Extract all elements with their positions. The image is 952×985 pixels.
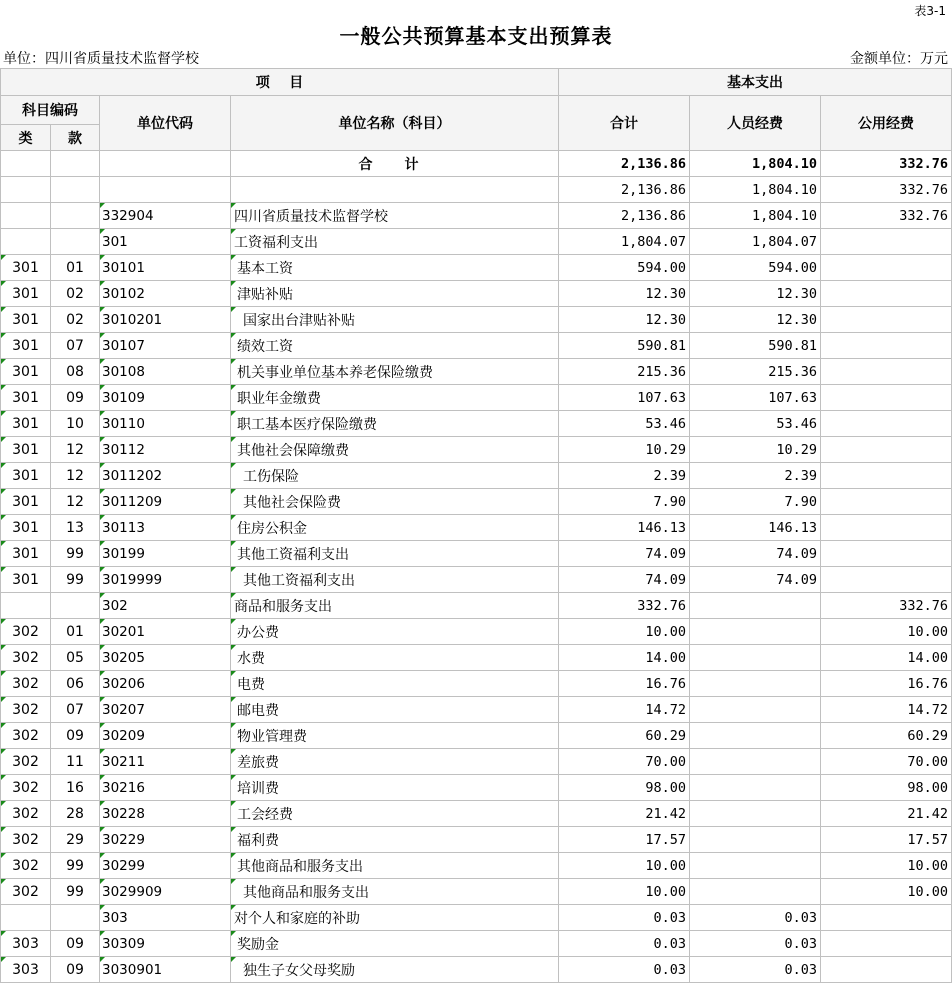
lei-cell bbox=[1, 593, 51, 619]
total-cell: 10.00 bbox=[559, 853, 690, 879]
table-row bbox=[1, 359, 952, 385]
total-cell: 7.90 bbox=[559, 489, 690, 515]
kuan-cell: 16 bbox=[51, 775, 100, 801]
unit-code-cell: 30201 bbox=[100, 619, 231, 645]
unit-name-cell: 电费 bbox=[231, 671, 559, 697]
public-cell: 21.42 bbox=[821, 801, 952, 827]
lei-cell: 302 bbox=[1, 671, 51, 697]
unit-code-cell bbox=[100, 177, 231, 203]
table-row bbox=[1, 203, 952, 229]
total-cell: 10.00 bbox=[559, 619, 690, 645]
public-cell bbox=[821, 489, 952, 515]
kuan-cell bbox=[51, 229, 100, 255]
unit-code-cell: 30101 bbox=[100, 255, 231, 281]
personnel-cell bbox=[690, 619, 821, 645]
personnel-cell: 0.03 bbox=[690, 931, 821, 957]
header-personnel: 人员经费 bbox=[690, 96, 821, 151]
public-cell: 10.00 bbox=[821, 879, 952, 905]
unit-code-cell: 3029909 bbox=[100, 879, 231, 905]
unit-name-cell: 物业管理费 bbox=[231, 723, 559, 749]
unit-name-cell: 培训费 bbox=[231, 775, 559, 801]
unit-name-cell: 工资福利支出 bbox=[231, 229, 559, 255]
total-cell: 107.63 bbox=[559, 385, 690, 411]
public-cell bbox=[821, 931, 952, 957]
unit-name-cell: 办公费 bbox=[231, 619, 559, 645]
unit-name-cell: 其他商品和服务支出 bbox=[231, 879, 559, 905]
table-row bbox=[1, 541, 952, 567]
personnel-cell bbox=[690, 723, 821, 749]
unit-code-cell: 30216 bbox=[100, 775, 231, 801]
unit-code-cell: 303 bbox=[100, 905, 231, 931]
unit-name-cell: 独生子女父母奖励 bbox=[231, 957, 559, 983]
public-cell bbox=[821, 567, 952, 593]
kuan-cell: 12 bbox=[51, 489, 100, 515]
lei-cell: 302 bbox=[1, 723, 51, 749]
personnel-cell: 2.39 bbox=[690, 463, 821, 489]
reporting-unit: 单位：四川省质量技术监督学校 bbox=[3, 51, 199, 67]
total-cell: 2.39 bbox=[559, 463, 690, 489]
kuan-cell: 99 bbox=[51, 879, 100, 905]
header-unit-name: 单位名称（科目） bbox=[231, 96, 559, 151]
unit-code-cell: 302 bbox=[100, 593, 231, 619]
personnel-cell bbox=[690, 827, 821, 853]
unit-name-cell: 其他工资福利支出 bbox=[231, 541, 559, 567]
public-cell: 14.00 bbox=[821, 645, 952, 671]
lei-cell: 301 bbox=[1, 307, 51, 333]
table-row bbox=[1, 957, 952, 983]
total-cell: 146.13 bbox=[559, 515, 690, 541]
total-public-cell: 332.76 bbox=[821, 151, 952, 177]
lei-cell: 302 bbox=[1, 879, 51, 905]
table-row bbox=[1, 255, 952, 281]
budget-table bbox=[0, 68, 952, 983]
unit-code-cell: 30206 bbox=[100, 671, 231, 697]
total-label: 合计 bbox=[231, 151, 559, 177]
public-cell: 60.29 bbox=[821, 723, 952, 749]
lei-cell: 301 bbox=[1, 385, 51, 411]
kuan-cell: 13 bbox=[51, 515, 100, 541]
personnel-cell bbox=[690, 853, 821, 879]
header-kuan: 款 bbox=[51, 125, 100, 151]
personnel-cell: 74.09 bbox=[690, 541, 821, 567]
unit-code-cell: 30107 bbox=[100, 333, 231, 359]
public-cell bbox=[821, 255, 952, 281]
public-cell: 332.76 bbox=[821, 203, 952, 229]
kuan-cell: 08 bbox=[51, 359, 100, 385]
lei-cell: 302 bbox=[1, 697, 51, 723]
lei-cell: 301 bbox=[1, 463, 51, 489]
unit-name-cell: 津贴补贴 bbox=[231, 281, 559, 307]
unit-name-cell: 商品和服务支出 bbox=[231, 593, 559, 619]
kuan-cell: 02 bbox=[51, 307, 100, 333]
table-row bbox=[1, 801, 952, 827]
unit-code-cell: 30229 bbox=[100, 827, 231, 853]
kuan-cell: 07 bbox=[51, 333, 100, 359]
unit-name-cell: 工伤保险 bbox=[231, 463, 559, 489]
header-unit-code: 单位代码 bbox=[100, 96, 231, 151]
kuan-cell: 01 bbox=[51, 619, 100, 645]
lei-cell: 302 bbox=[1, 775, 51, 801]
header-lei: 类 bbox=[1, 125, 51, 151]
public-cell: 332.76 bbox=[821, 177, 952, 203]
table-row bbox=[1, 853, 952, 879]
total-cell: 594.00 bbox=[559, 255, 690, 281]
unit-name-cell bbox=[231, 177, 559, 203]
public-cell: 10.00 bbox=[821, 853, 952, 879]
kuan-cell bbox=[51, 593, 100, 619]
total-cell: 590.81 bbox=[559, 333, 690, 359]
public-cell: 332.76 bbox=[821, 593, 952, 619]
lei-cell bbox=[1, 177, 51, 203]
header-public: 公用经费 bbox=[821, 96, 952, 151]
unit-code-cell: 3010201 bbox=[100, 307, 231, 333]
total-row bbox=[1, 151, 952, 177]
unit-name-cell: 其他社会保险费 bbox=[231, 489, 559, 515]
table-row bbox=[1, 645, 952, 671]
total-cell: 0.03 bbox=[559, 957, 690, 983]
personnel-cell bbox=[690, 645, 821, 671]
lei-cell: 303 bbox=[1, 931, 51, 957]
table-row bbox=[1, 229, 952, 255]
unit-name-cell: 福利费 bbox=[231, 827, 559, 853]
kuan-cell: 11 bbox=[51, 749, 100, 775]
kuan-cell: 02 bbox=[51, 281, 100, 307]
table-row bbox=[1, 905, 952, 931]
total-cell: 14.00 bbox=[559, 645, 690, 671]
public-cell: 17.57 bbox=[821, 827, 952, 853]
kuan-cell: 12 bbox=[51, 437, 100, 463]
personnel-cell bbox=[690, 593, 821, 619]
lei-cell: 301 bbox=[1, 333, 51, 359]
lei-cell: 302 bbox=[1, 645, 51, 671]
public-cell bbox=[821, 463, 952, 489]
kuan-cell: 28 bbox=[51, 801, 100, 827]
lei-cell: 301 bbox=[1, 437, 51, 463]
unit-name-cell: 差旅费 bbox=[231, 749, 559, 775]
table-row bbox=[1, 879, 952, 905]
lei-cell bbox=[1, 229, 51, 255]
unit-code-cell: 3019999 bbox=[100, 567, 231, 593]
personnel-cell bbox=[690, 801, 821, 827]
page-title: 一般公共预算基本支出预算表 bbox=[339, 24, 613, 48]
lei-cell: 301 bbox=[1, 359, 51, 385]
lei-cell: 301 bbox=[1, 489, 51, 515]
public-cell bbox=[821, 229, 952, 255]
table-row bbox=[1, 515, 952, 541]
public-cell: 14.72 bbox=[821, 697, 952, 723]
table-row bbox=[1, 827, 952, 853]
lei-cell: 301 bbox=[1, 281, 51, 307]
kuan-cell bbox=[51, 905, 100, 931]
lei-cell: 301 bbox=[1, 255, 51, 281]
personnel-cell: 215.36 bbox=[690, 359, 821, 385]
unit-code-cell: 30108 bbox=[100, 359, 231, 385]
personnel-cell: 12.30 bbox=[690, 281, 821, 307]
personnel-cell: 107.63 bbox=[690, 385, 821, 411]
table-row bbox=[1, 775, 952, 801]
unit-name-cell: 国家出台津贴补贴 bbox=[231, 307, 559, 333]
total-personnel-cell: 1,804.10 bbox=[690, 151, 821, 177]
personnel-cell: 594.00 bbox=[690, 255, 821, 281]
total-cell: 215.36 bbox=[559, 359, 690, 385]
unit-code-cell: 30199 bbox=[100, 541, 231, 567]
public-cell bbox=[821, 411, 952, 437]
header-total: 合计 bbox=[559, 96, 690, 151]
kuan-cell: 05 bbox=[51, 645, 100, 671]
public-cell bbox=[821, 359, 952, 385]
personnel-cell bbox=[690, 775, 821, 801]
table-row bbox=[1, 931, 952, 957]
table-row bbox=[1, 177, 952, 203]
unit-code-cell: 30113 bbox=[100, 515, 231, 541]
kuan-cell: 10 bbox=[51, 411, 100, 437]
unit-code-cell: 30299 bbox=[100, 853, 231, 879]
kuan-cell: 29 bbox=[51, 827, 100, 853]
total-cell: 74.09 bbox=[559, 541, 690, 567]
public-cell: 70.00 bbox=[821, 749, 952, 775]
kuan-cell bbox=[51, 177, 100, 203]
table-row bbox=[1, 333, 952, 359]
table-row bbox=[1, 385, 952, 411]
lei-cell: 302 bbox=[1, 619, 51, 645]
table-row bbox=[1, 463, 952, 489]
lei-cell bbox=[1, 905, 51, 931]
unit-name-cell: 奖励金 bbox=[231, 931, 559, 957]
total-cell: 10.29 bbox=[559, 437, 690, 463]
lei-cell: 301 bbox=[1, 515, 51, 541]
kuan-cell: 99 bbox=[51, 567, 100, 593]
table-row bbox=[1, 411, 952, 437]
table-row bbox=[1, 697, 952, 723]
unit-code-cell: 301 bbox=[100, 229, 231, 255]
personnel-cell bbox=[690, 749, 821, 775]
personnel-cell: 0.03 bbox=[690, 905, 821, 931]
lei-cell: 301 bbox=[1, 567, 51, 593]
kuan-cell: 99 bbox=[51, 853, 100, 879]
unit-name-cell: 其他工资福利支出 bbox=[231, 567, 559, 593]
public-cell bbox=[821, 541, 952, 567]
total-cell: 98.00 bbox=[559, 775, 690, 801]
unit-code-cell: 30209 bbox=[100, 723, 231, 749]
kuan-cell: 09 bbox=[51, 723, 100, 749]
unit-name-cell: 工会经费 bbox=[231, 801, 559, 827]
personnel-cell: 1,804.10 bbox=[690, 203, 821, 229]
unit-name-cell: 水费 bbox=[231, 645, 559, 671]
unit-code-cell: 30207 bbox=[100, 697, 231, 723]
total-cell: 332.76 bbox=[559, 593, 690, 619]
unit-name-cell: 职业年金缴费 bbox=[231, 385, 559, 411]
table-row bbox=[1, 723, 952, 749]
table-row bbox=[1, 671, 952, 697]
total-cell: 53.46 bbox=[559, 411, 690, 437]
public-cell bbox=[821, 957, 952, 983]
table-row bbox=[1, 489, 952, 515]
public-cell: 10.00 bbox=[821, 619, 952, 645]
unit-name-cell: 其他商品和服务支出 bbox=[231, 853, 559, 879]
header-basic-expense: 基本支出 bbox=[559, 69, 952, 96]
total-cell: 17.57 bbox=[559, 827, 690, 853]
table-row bbox=[1, 567, 952, 593]
public-cell bbox=[821, 905, 952, 931]
total-cell: 0.03 bbox=[559, 931, 690, 957]
public-cell: 16.76 bbox=[821, 671, 952, 697]
total-cell: 0.03 bbox=[559, 905, 690, 931]
personnel-cell: 7.90 bbox=[690, 489, 821, 515]
lei-cell: 302 bbox=[1, 801, 51, 827]
personnel-cell: 0.03 bbox=[690, 957, 821, 983]
public-cell bbox=[821, 307, 952, 333]
unit-code-cell: 30102 bbox=[100, 281, 231, 307]
kuan-cell: 09 bbox=[51, 385, 100, 411]
total-cell: 74.09 bbox=[559, 567, 690, 593]
kuan-cell: 09 bbox=[51, 957, 100, 983]
unit-code-cell: 332904 bbox=[100, 203, 231, 229]
lei-cell: 302 bbox=[1, 827, 51, 853]
unit-code-cell: 30110 bbox=[100, 411, 231, 437]
personnel-cell: 12.30 bbox=[690, 307, 821, 333]
lei-cell: 301 bbox=[1, 411, 51, 437]
table-row bbox=[1, 281, 952, 307]
total-cell: 2,136.86 bbox=[559, 177, 690, 203]
unit-code-cell: 3030901 bbox=[100, 957, 231, 983]
unit-name-cell: 其他社会保障缴费 bbox=[231, 437, 559, 463]
total-cell: 70.00 bbox=[559, 749, 690, 775]
lei-cell: 302 bbox=[1, 749, 51, 775]
unit-code-cell: 30109 bbox=[100, 385, 231, 411]
unit-name-cell: 机关事业单位基本养老保险缴费 bbox=[231, 359, 559, 385]
table-row bbox=[1, 749, 952, 775]
personnel-cell: 590.81 bbox=[690, 333, 821, 359]
unit-code-cell: 3011202 bbox=[100, 463, 231, 489]
unit-name-cell: 基本工资 bbox=[231, 255, 559, 281]
personnel-cell bbox=[690, 697, 821, 723]
table-row bbox=[1, 619, 952, 645]
lei-cell: 302 bbox=[1, 853, 51, 879]
personnel-cell: 1,804.10 bbox=[690, 177, 821, 203]
kuan-cell: 09 bbox=[51, 931, 100, 957]
lei-cell: 301 bbox=[1, 541, 51, 567]
total-sum-cell: 2,136.86 bbox=[559, 151, 690, 177]
public-cell bbox=[821, 333, 952, 359]
total-kuan-cell bbox=[51, 151, 100, 177]
personnel-cell bbox=[690, 879, 821, 905]
personnel-cell: 1,804.07 bbox=[690, 229, 821, 255]
kuan-cell: 01 bbox=[51, 255, 100, 281]
unit-code-cell: 30228 bbox=[100, 801, 231, 827]
personnel-cell: 146.13 bbox=[690, 515, 821, 541]
personnel-cell: 74.09 bbox=[690, 567, 821, 593]
total-lei-cell bbox=[1, 151, 51, 177]
kuan-cell bbox=[51, 203, 100, 229]
total-cell: 16.76 bbox=[559, 671, 690, 697]
header-item: 项 目 bbox=[1, 69, 559, 96]
table-row bbox=[1, 437, 952, 463]
table-number: 表3-1 bbox=[914, 4, 946, 18]
unit-name-cell: 住房公积金 bbox=[231, 515, 559, 541]
public-cell bbox=[821, 437, 952, 463]
total-cell: 12.30 bbox=[559, 281, 690, 307]
public-cell bbox=[821, 385, 952, 411]
public-cell: 98.00 bbox=[821, 775, 952, 801]
kuan-cell: 07 bbox=[51, 697, 100, 723]
public-cell bbox=[821, 515, 952, 541]
unit-code-cell: 3011209 bbox=[100, 489, 231, 515]
total-cell: 21.42 bbox=[559, 801, 690, 827]
unit-code-cell: 30211 bbox=[100, 749, 231, 775]
total-code-cell bbox=[100, 151, 231, 177]
unit-code-cell: 30205 bbox=[100, 645, 231, 671]
unit-name-cell: 绩效工资 bbox=[231, 333, 559, 359]
table-row bbox=[1, 307, 952, 333]
amount-unit: 金额单位：万元 bbox=[850, 51, 948, 67]
personnel-cell bbox=[690, 671, 821, 697]
public-cell bbox=[821, 281, 952, 307]
unit-name-cell: 邮电费 bbox=[231, 697, 559, 723]
header-subject-code: 科目编码 bbox=[1, 96, 100, 125]
total-cell: 1,804.07 bbox=[559, 229, 690, 255]
kuan-cell: 06 bbox=[51, 671, 100, 697]
total-cell: 14.72 bbox=[559, 697, 690, 723]
lei-cell: 303 bbox=[1, 957, 51, 983]
kuan-cell: 99 bbox=[51, 541, 100, 567]
table-row bbox=[1, 593, 952, 619]
unit-name-cell: 对个人和家庭的补助 bbox=[231, 905, 559, 931]
total-cell: 2,136.86 bbox=[559, 203, 690, 229]
unit-code-cell: 30309 bbox=[100, 931, 231, 957]
total-cell: 10.00 bbox=[559, 879, 690, 905]
total-cell: 12.30 bbox=[559, 307, 690, 333]
personnel-cell: 53.46 bbox=[690, 411, 821, 437]
lei-cell bbox=[1, 203, 51, 229]
unit-name-cell: 职工基本医疗保险缴费 bbox=[231, 411, 559, 437]
unit-code-cell: 30112 bbox=[100, 437, 231, 463]
total-cell: 60.29 bbox=[559, 723, 690, 749]
kuan-cell: 12 bbox=[51, 463, 100, 489]
personnel-cell: 10.29 bbox=[690, 437, 821, 463]
unit-name-cell: 四川省质量技术监督学校 bbox=[231, 203, 559, 229]
